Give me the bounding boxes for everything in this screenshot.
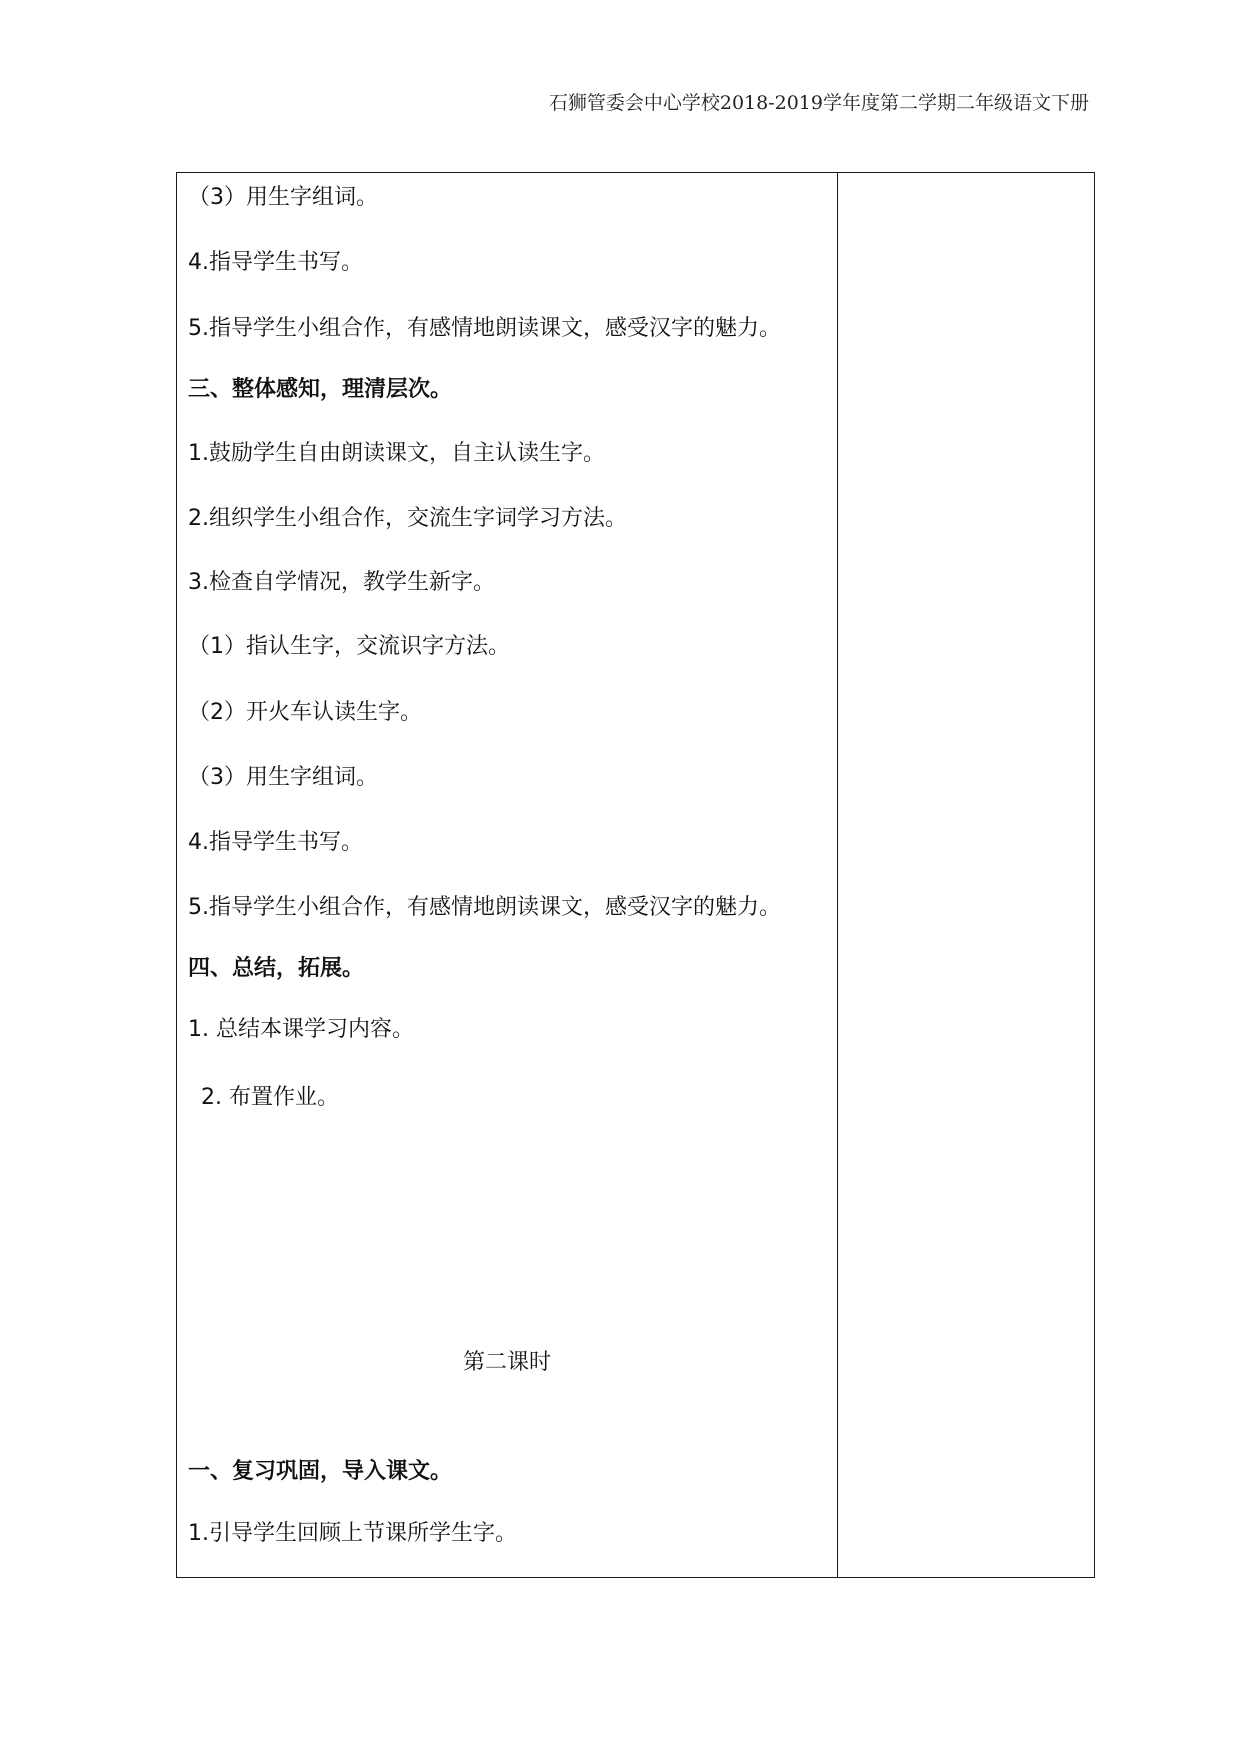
content-line: 1.鼓励学生自由朗读课文，自主认读生字。 bbox=[188, 441, 605, 466]
content-line: 4.指导学生书写。 bbox=[188, 250, 363, 275]
lesson-period-title: 第二课时 bbox=[462, 1350, 551, 1375]
content-line: （3）用生字组词。 bbox=[188, 185, 378, 210]
page-header: 石狮管委会中心学校2018-2019学年度第二学期二年级语文下册 bbox=[548, 92, 1089, 114]
content-line: （2）开火车认读生字。 bbox=[188, 700, 422, 725]
content-line: 2. 布置作业。 bbox=[201, 1085, 339, 1110]
notes-cell bbox=[837, 173, 838, 1577]
section-heading: 三、整体感知，理清层次。 bbox=[188, 377, 453, 402]
content-line: （3）用生字组词。 bbox=[188, 765, 378, 790]
content-line: 3.检查自学情况，教学生新字。 bbox=[188, 570, 495, 595]
content-line: （1）指认生字，交流识字方法。 bbox=[188, 634, 510, 659]
lesson-content-cell bbox=[177, 173, 837, 1577]
content-line: 1. 总结本课学习内容。 bbox=[188, 1017, 414, 1042]
content-line: 5.指导学生小组合作，有感情地朗读课文，感受汉字的魅力。 bbox=[188, 895, 781, 920]
content-line: 2.组织学生小组合作，交流生字词学习方法。 bbox=[188, 506, 627, 531]
section-heading: 一、复习巩固，导入课文。 bbox=[188, 1459, 453, 1484]
lesson-plan-table bbox=[176, 172, 1095, 1578]
content-line: 1.引导学生回顾上节课所学生字。 bbox=[188, 1521, 517, 1546]
content-line: 4.指导学生书写。 bbox=[188, 830, 363, 855]
section-heading: 四、总结，拓展。 bbox=[188, 956, 365, 981]
content-line: 5.指导学生小组合作，有感情地朗读课文，感受汉字的魅力。 bbox=[188, 316, 781, 341]
